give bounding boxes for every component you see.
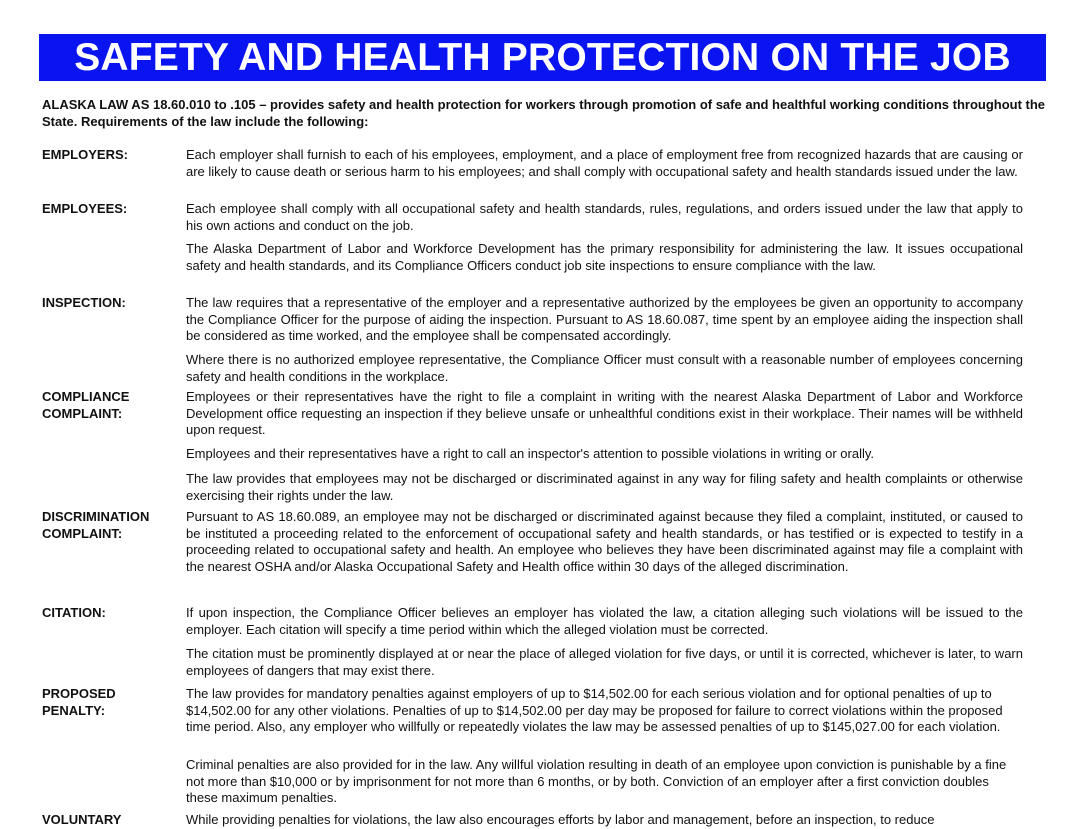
section-label-citation: CITATION: [42,605,106,620]
intro-text: ALASKA LAW AS 18.60.010 to .105 – provides safety and health protection for workers through promotion of safe and healthful working conditions throughout the State. Requirements of the law include the following: [42,97,1046,129]
compliance-paragraph-3: The law provides that employees may not be discharged or discriminated against in any way for filing safety and health complaints or otherwise exercising their rights under the law. [186,471,1023,503]
employees-paragraph-2: The Alaska Department of Labor and Workforce Development has the primary responsibility for administering the law. It issues occupational safety and health standards, and its Compliance Officers conduct job site inspections to ensure compliance with the law. [186,241,1023,273]
page-title: SAFETY AND HEALTH PROTECTION ON THE JOB [39,34,1046,81]
voluntary-paragraph: While providing penalties for violations, the law also encourages efforts by labor and management, before an inspection, to reduce [186,812,935,827]
section-label-compliance-complaint: COMPLIANCE COMPLAINT: [42,389,130,421]
section-label-proposed-penalty: PROPOSED PENALTY: [42,686,116,718]
employees-paragraph-1: Each employee shall comply with all occupational safety and health standards, rules, regulations, and orders issued under the law that apply to his own actions and conduct on the job. [186,201,1023,233]
section-label-inspection: INSPECTION: [42,295,126,310]
employers-paragraph: Each employer shall furnish to each of his employees, employment, and a place of employment free from recognized hazards that are causing or are likely to cause death or serious harm to his employees; and shall comply with occupational safety and health standards issued under the law. [186,147,1023,179]
section-label-employers: EMPLOYERS: [42,147,128,162]
inspection-paragraph-1: The law requires that a representative of the employer and a representative authorized by the employees be given an opportunity to accompany the Compliance Officer for the purpose of aiding the inspection. Pursuant to AS 18.60.087, time spent by an employee aiding the inspection shall be considered as time worked, and the employee shall be compensated accordingly. [186,295,1023,343]
penalty-paragraph-2: Criminal penalties are also provided for in the law. Any willful violation resulting in death of an employee upon conviction is punishable by a fine not more than $10,000 or by imprisonment for not more than 6 months, or by both. Conviction of an employer after a first conviction doubles these maximum penalties. [186,757,1007,805]
penalty-paragraph-1: The law provides for mandatory penalties against employers of up to $14,502.00 for each serious violation and for optional penalties of up to $14,502.00 for any other violations. Penalties of up to $14,502.00 per day may be proposed for failure to correct violations within the proposed time period. Also, any employer who willfully or repeatedly violates the law may be assessed penalties of up to $145,027.00 for each violation. [186,686,1003,734]
citation-paragraph-1: If upon inspection, the Compliance Officer believes an employer has violated the law, a citation alleging such violations will be issued to the employer. Each citation will specify a time period within which the alleged violation must be corrected. [186,605,1023,637]
discrimination-paragraph: Pursuant to AS 18.60.089, an employee may not be discharged or discriminated against because they filed a complaint, instituted, or caused to be instituted a proceeding related to the enforcement of occupational safety and health standards, or has testified or is expected to testify in a proceeding related to occupational safety and health. An employee who believes they have been discriminated against may file a complaint with the nearest OSHA and/or Alaska Occupational Safety and Health office within 30 days of the alleged discrimination. [186,509,1023,574]
compliance-paragraph-2: Employees and their representatives have a right to call an inspector's attention to possible violations in writing or orally. [186,446,874,461]
inspection-paragraph-2: Where there is no authorized employee representative, the Compliance Officer must consult with a reasonable number of employees concerning safety and health conditions in the workplace. [186,352,1023,384]
section-label-discrimination-complaint: DISCRIMINATION COMPLAINT: [42,509,150,541]
section-label-employees: EMPLOYEES: [42,201,128,216]
compliance-paragraph-1: Employees or their representatives have the right to file a complaint in writing with the nearest Alaska Department of Labor and Workforce Development office requesting an inspection if they believe unsafe or unhealthful conditions exist in their workplace. Their names will be withheld upon request. [186,389,1023,437]
section-label-voluntary: VOLUNTARY [42,812,122,827]
citation-paragraph-2: The citation must be prominently displayed at or near the place of alleged violation for five days, or until it is corrected, whichever is later, to warn employees of dangers that may exist there. [186,646,1023,678]
